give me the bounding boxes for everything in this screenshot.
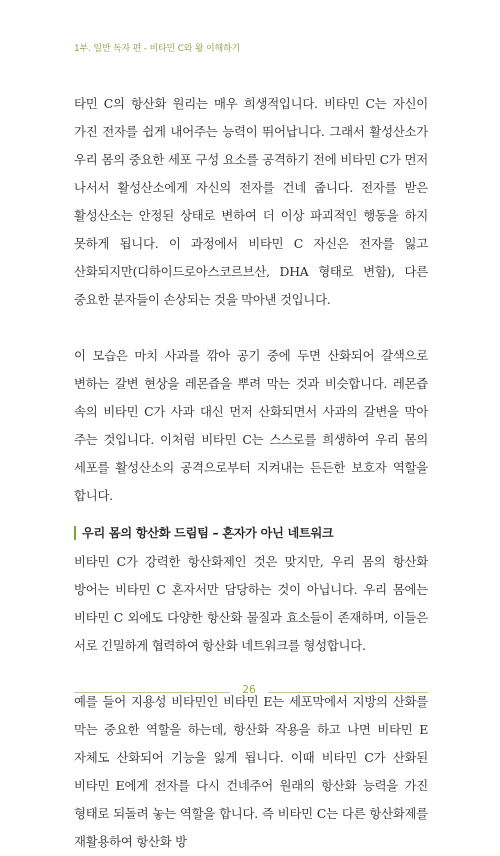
body-paragraph: 이 모습은 마치 사과를 깎아 공기 중에 두면 산화되어 갈색으로 변하는 갈변 현상을 레몬즙을 뿌려 막는 것과 비슷합니다. 레몬즙 속의 비타민 C가 사과 대신 먼저 산화되면서 사과의 갈변을 막아 주는 것입니다. 이처럼 비타민 C는 스스로를 희생하여 우리 몸의 세포를 활성산소의 공격으로부터 지켜내는 든든한 보호자 역할을 합니다. — [74, 348, 428, 503]
footer-rule-right — [268, 692, 428, 693]
body-paragraph: 예를 들어 지용성 비타민인 비타민 E는 세포막에서 지방의 산화를 막는 중요한 역할을 하는데, 항산화 작용을 하고 나면 비타민 E 자체도 산화되어 기능을 잃게 됩니다. 이때 비타민 C가 산화된 비타민 E에게 전자를 다시 건네주어 원래의 항산화 능력을 가진 형태로 되돌려 놓는 역할을 합니다. 즉 비타민 C는 다른 항산화제를 재활용하여 항산화 방 — [74, 694, 428, 849]
section-heading-text: 우리 몸의 항산화 드림팀 – 혼자가 아닌 네트워크 — [82, 526, 334, 540]
body-paragraph: 비타민 C가 강력한 항산화제인 것은 맞지만, 우리 몸의 항산화 방어는 비타민 C 혼자서만 담당하는 것이 아닙니다. 우리 몸에는 비타민 C 외에도 다양한 항산화 물질과 효소들이 존재하며, 이들은 서로 긴밀하게 협력하여 항산화 네트워크를 형성합니다. — [74, 554, 428, 653]
heading-accent-bar — [74, 526, 76, 540]
body-paragraph: 타민 C의 항산화 원리는 매우 희생적입니다. 비타민 C는 자신이 가진 전자를 쉽게 내어주는 능력이 뛰어납니다. 그래서 활성산소가 우리 몸의 중요한 세포 구성 요소를 공격하기 전에 비타민 C가 먼저 나서서 활성산소에게 자신의 전자를 건네 줍니다. 전자를 받은 활성산소는 안정된 상태로 변하여 더 이상 파괴적인 행동을 하지 못하게 됩니다. 이 과정에서 비타민 C 자신은 전자를 잃고 산화되지만(디하이드로아스코르브산, DHA 형태로 변함), 다른 중요한 분자들이 손상되는 것을 막아낸 것입니다. — [74, 96, 428, 307]
section-heading — [74, 518, 428, 548]
footer-rule-left — [74, 692, 230, 693]
page-content — [74, 90, 428, 856]
page-number: 26 — [242, 684, 256, 696]
running-header: 1부. 일반 독자 편 - 비타민 C와 왕 이해하기 — [74, 44, 241, 54]
